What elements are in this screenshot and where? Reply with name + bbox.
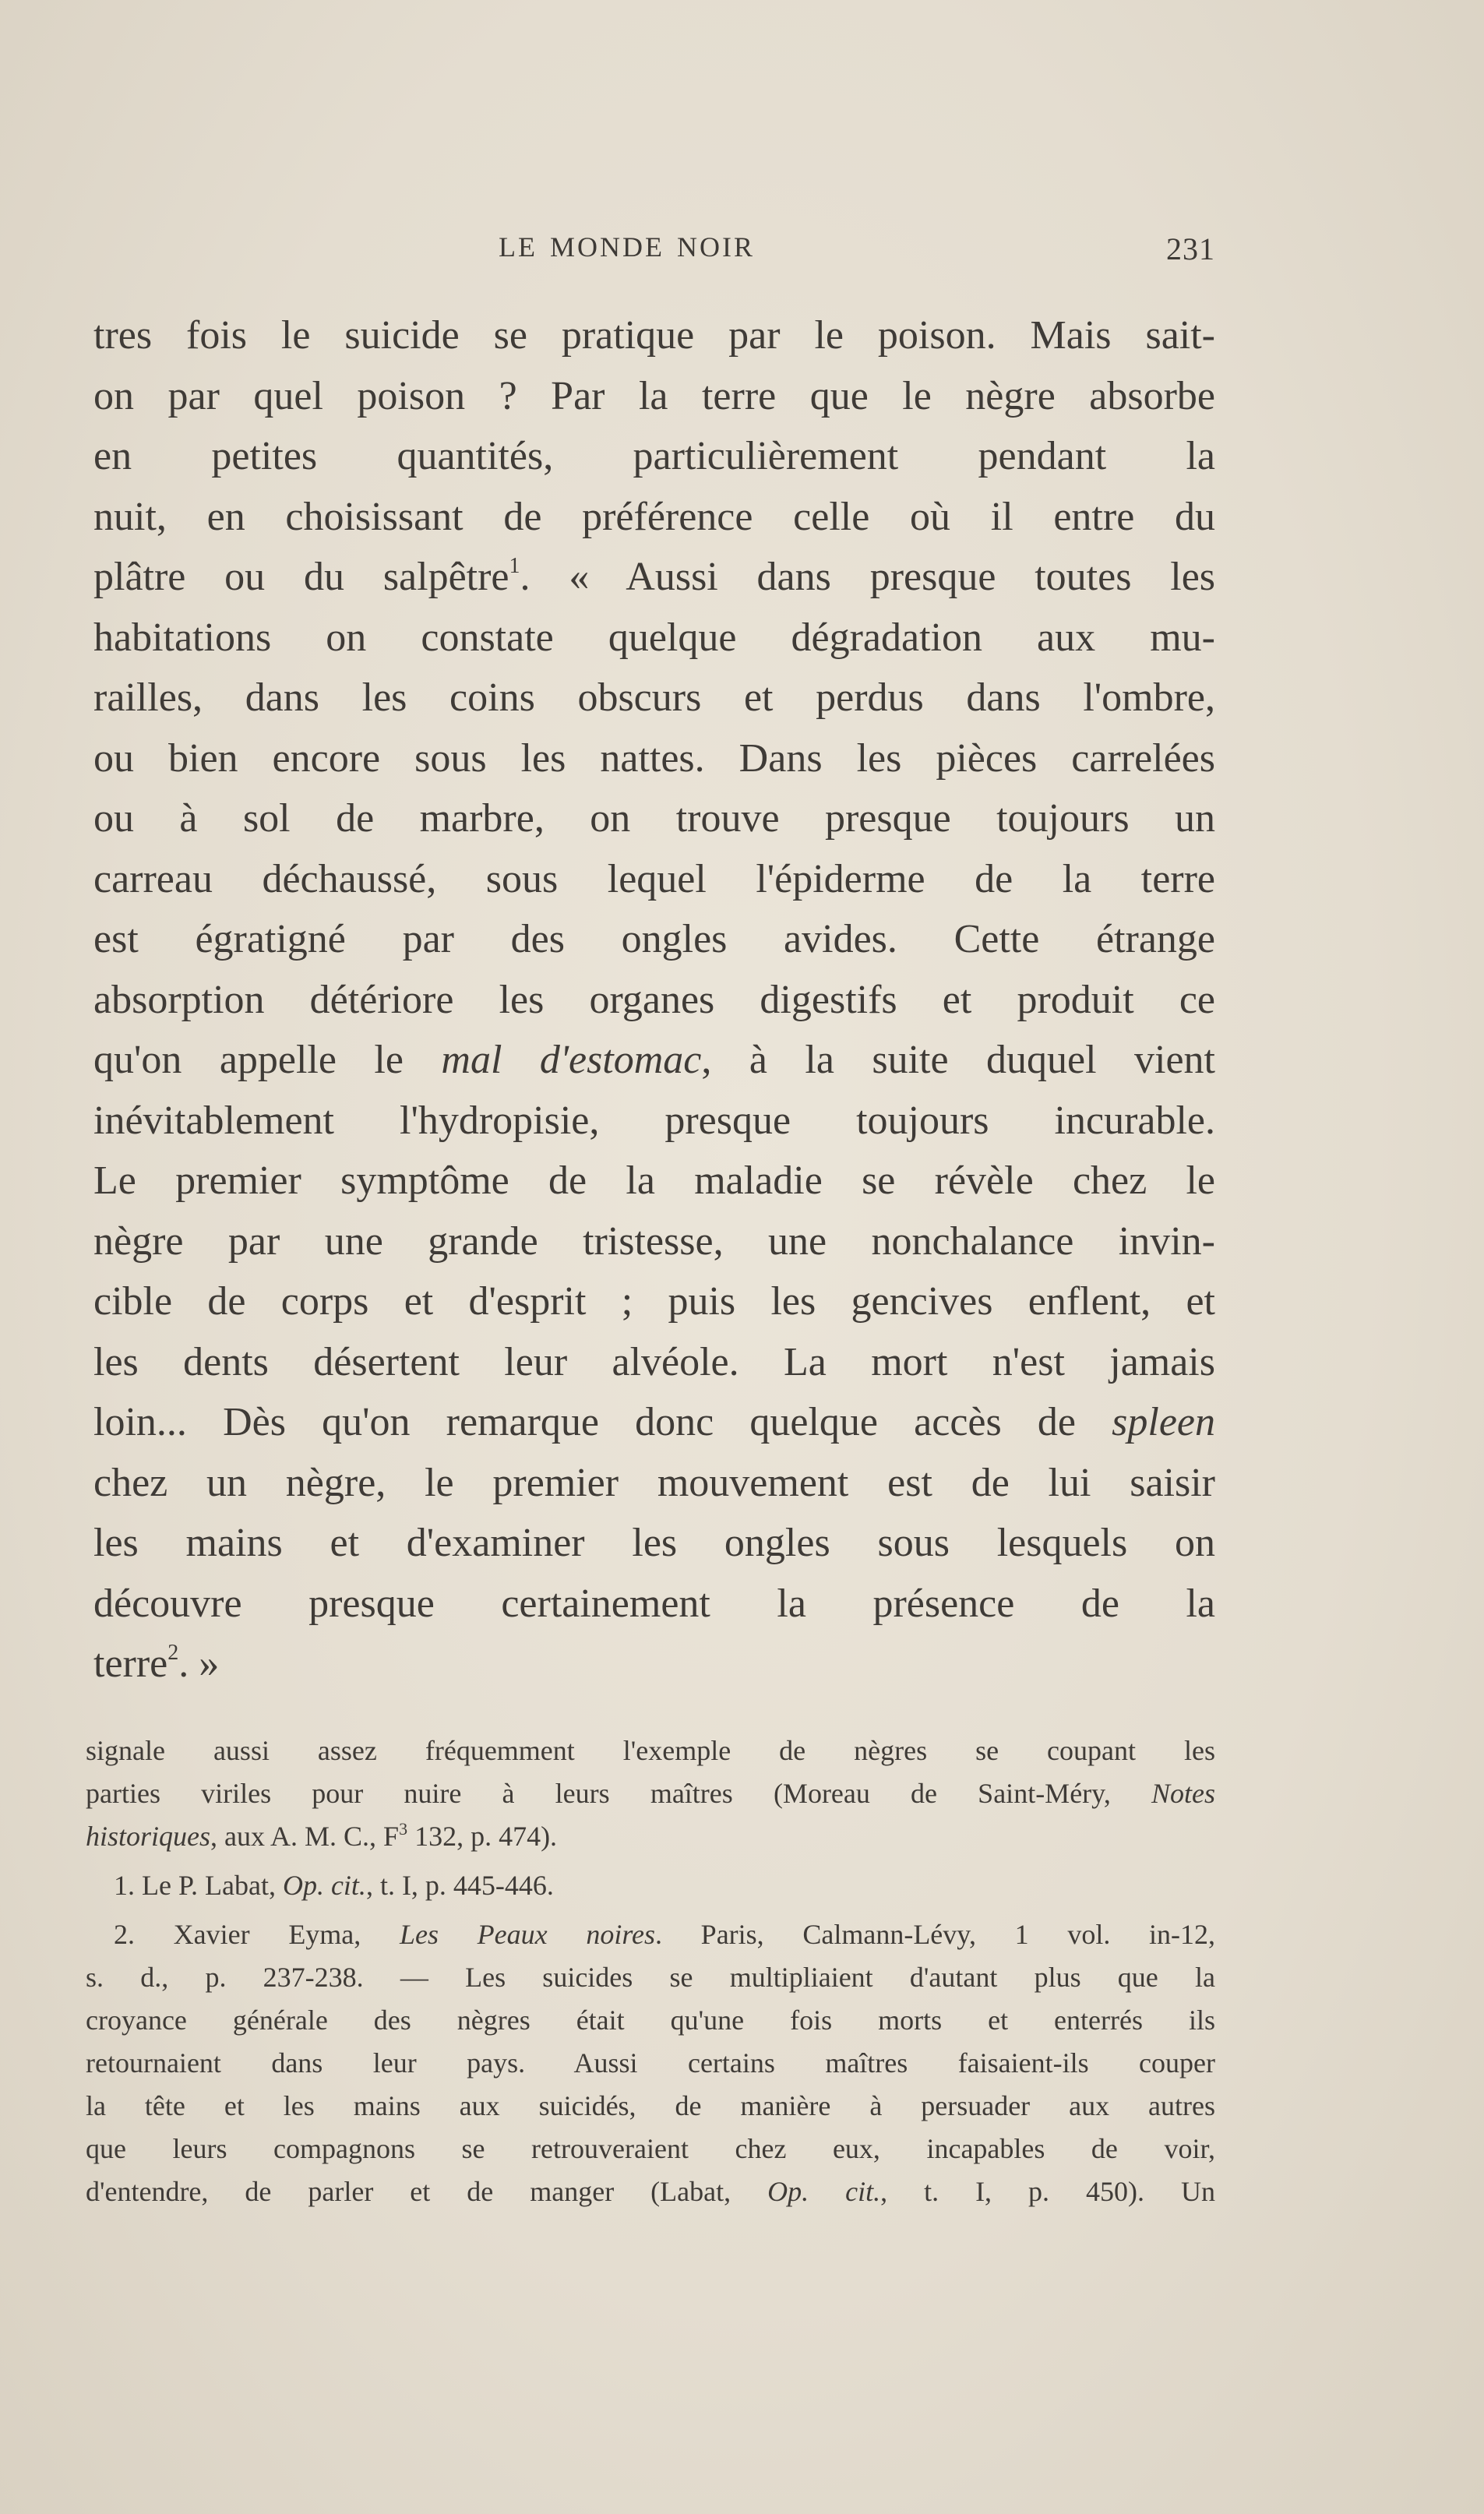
body-paragraph: [93, 305, 1215, 1694]
text-segment: loin... Dès qu'on remarque donc quelque accès de: [93, 1400, 1112, 1444]
text-segment: , à la suite duquel vient: [701, 1038, 1215, 1082]
text-line: ou à sol de marbre, on trouve presque toujours un: [93, 796, 1215, 841]
text-line: carreau déchaussé, sous lequel l'épiderme de la terre: [93, 856, 1215, 901]
text-segment: parties viriles pour nuire à leurs maîtres (Moreau de Saint-Méry,: [86, 1778, 1111, 1809]
footnotes: [86, 1729, 1215, 2213]
text-line: découvre presque certainement la présence de la: [93, 1581, 1215, 1626]
text-segment: , t. I, p. 450). Un: [880, 2176, 1216, 2207]
page-header: [93, 231, 1215, 277]
italic-title: historiques: [86, 1821, 211, 1852]
footnote-continuation: [86, 1729, 1215, 1858]
text-line: nègre par une grande tristesse, une nonchalance invin-: [93, 1218, 1215, 1264]
text-line: les mains et d'examiner les ongles sous lesquels on: [93, 1521, 1215, 1565]
footnote-2: [86, 1913, 1215, 2213]
text-segment: terre: [93, 1641, 168, 1686]
text-line: [93, 547, 1215, 608]
text-line: Le premier symptôme de la maladie se révèle chez le: [93, 1158, 1215, 1203]
footnote-line: [86, 1864, 1215, 1907]
text-segment: Le P. Labat,: [135, 1870, 283, 1901]
footnote-line: la tête et les mains aux suicidés, de manière à persuader aux autres: [86, 2090, 1215, 2121]
text-segment: . Paris, Calmann-Lévy, 1 vol. in-12,: [654, 1919, 1215, 1950]
text-segment: 132, p. 474).: [407, 1821, 558, 1852]
text-line: chez un nègre, le premier mouvement est de lui saisir: [93, 1460, 1215, 1505]
text-segment: , aux A. M. C., F: [210, 1821, 400, 1852]
text-line: en petites quantités, particulièrement pendant la: [93, 434, 1215, 478]
text-line: ou bien encore sous les nattes. Dans les pièces carrelées: [93, 735, 1215, 781]
footnote-line: retournaient dans leur pays. Aussi certains maîtres faisaient-ils couper: [86, 2047, 1215, 2079]
text-line: [93, 1392, 1215, 1453]
footnote-line: [86, 1815, 1215, 1858]
text-line: tres fois le suicide se pratique par le poison. Mais sait-: [93, 313, 1215, 358]
text-line: les dents désertent leur alvéole. La mort n'est jamais: [93, 1339, 1215, 1384]
footnote-line: croyance générale des nègres était qu'une fois morts et enterrés ils: [86, 2005, 1215, 2036]
footnote-ref-2: 2: [167, 1641, 179, 1665]
footnote-line: s. d., p. 237-238. — Les suicides se multipliaient d'autant plus que la: [86, 1962, 1215, 1993]
footnote-line: [86, 2170, 1215, 2213]
text-segment: plâtre ou du salpêtre: [93, 555, 509, 599]
text-segment: qu'on appelle le: [93, 1038, 442, 1082]
text-line: est égratigné par des ongles avides. Cette étrange: [93, 917, 1215, 961]
text-segment: d'entendre, de parler et de manger (Labat,: [86, 2176, 768, 2207]
text-line: railles, dans les coins obscurs et perdus dans l'ombre,: [93, 675, 1215, 720]
text-line: habitations on constate quelque dégradation aux mu-: [93, 615, 1215, 660]
running-title: LE MONDE NOIR: [499, 231, 755, 263]
footnote-marker: 2.: [114, 1919, 135, 1950]
text-segment: Xavier Eyma,: [135, 1919, 400, 1950]
footnote-ref-1: 1: [509, 554, 520, 578]
italic-title: Op. cit.: [282, 1870, 366, 1901]
text-line: cible de corps et d'esprit ; puis les gencives enflent, et: [93, 1279, 1215, 1324]
italic-title: Les Peaux noires: [399, 1919, 655, 1950]
italic-title: Notes: [1151, 1778, 1216, 1809]
text-segment: . »: [178, 1641, 220, 1686]
footnote-1: [86, 1864, 1215, 1907]
text-line: inévitablement l'hydropisie, presque toujours incurable.: [93, 1098, 1215, 1143]
superscript: 3: [399, 1819, 408, 1839]
text-line: on par quel poison ? Par la terre que le nègre absorbe: [93, 373, 1215, 418]
text-segment: , t. I, p. 445-446.: [365, 1870, 554, 1901]
text-line: absorption détériore les organes digestifs et produit ce: [93, 977, 1215, 1022]
footnote-line: [86, 1913, 1215, 1956]
text-segment: . « Aussi dans presque toutes les: [520, 555, 1216, 599]
text-line: [93, 1030, 1215, 1091]
text-line: [93, 1634, 1215, 1694]
footnote-line: signale aussi assez fréquemment l'exemple de nègres se coupant les: [86, 1735, 1215, 1766]
italic-term: spleen: [1112, 1400, 1215, 1444]
footnote-line: que leurs compagnons se retrouveraient chez eux, incapables de voir,: [86, 2133, 1215, 2164]
footnote-marker: 1.: [114, 1870, 135, 1901]
italic-term: mal d'estomac: [441, 1038, 702, 1082]
italic-title: Op. cit.: [767, 2176, 881, 2207]
page-number: 231: [1166, 231, 1215, 266]
text-line: nuit, en choisissant de préférence celle où il entre du: [93, 494, 1215, 539]
footnote-line: [86, 1772, 1215, 1815]
